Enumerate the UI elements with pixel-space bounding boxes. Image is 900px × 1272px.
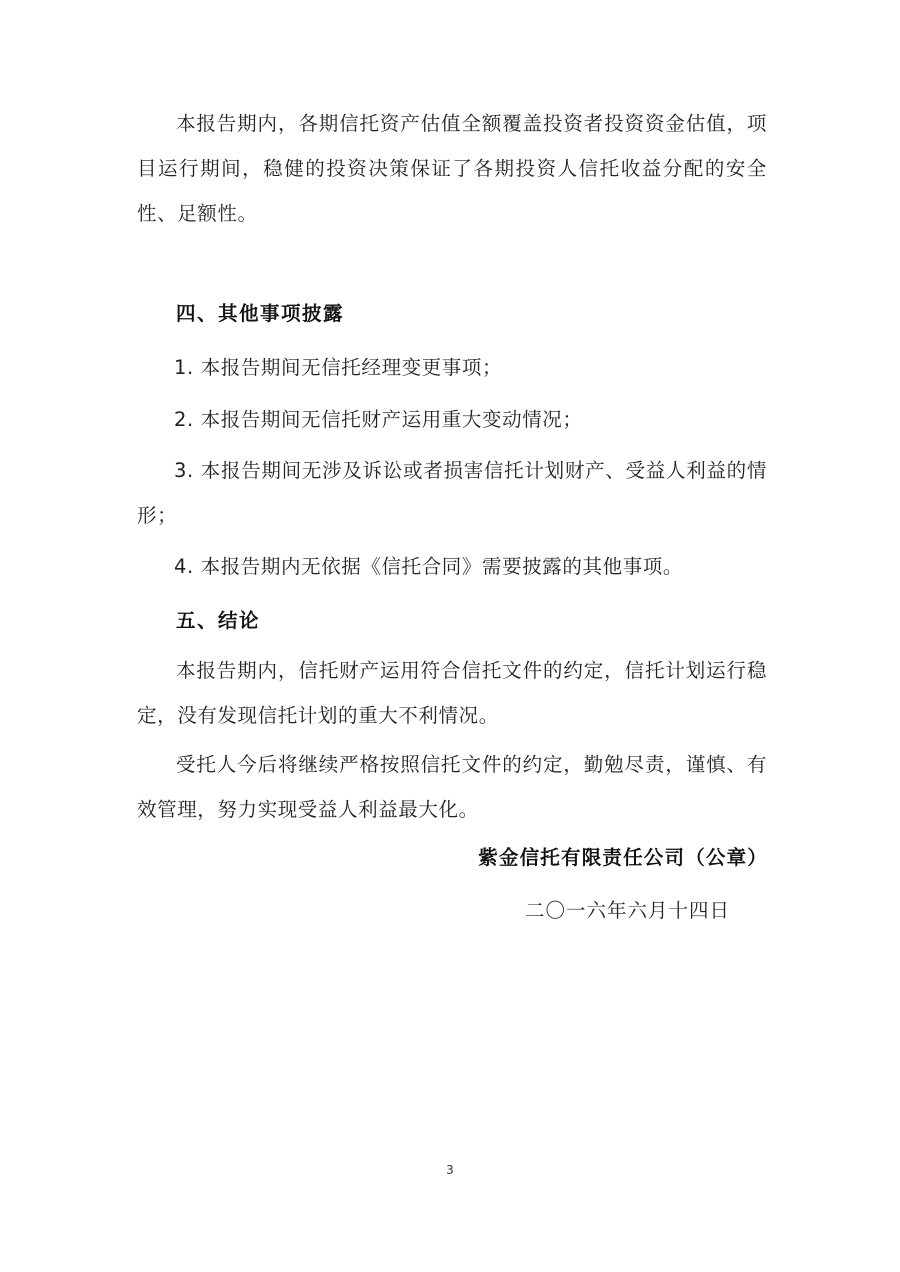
section-five-heading: 五、结论 [176,609,261,632]
conclusion-paragraph-2: 受托人今后将继续严格按照信托文件的约定，勤勉尽责，谨慎、有效管理，努力实现受益人利益最大化。 [137,753,767,821]
company-signature: 紫金信托有限责任公司（公章） [478,846,768,869]
signature-date: 二〇一六年六月十四日 [525,899,731,922]
disclosure-item-2: 2. 本报告期间无信托财产运用重大变动情况； [174,408,583,431]
disclosure-item-4: 4. 本报告期内无依据《信托合同》需要披露的其他事项。 [174,555,684,578]
page-number: 3 [446,1163,454,1177]
intro-paragraph: 本报告期内，各期信托资产估值全额覆盖投资者投资资金估值，项目运行期间，稳健的投资决策保证了各期投资人信托收益分配的安全性、足额性。 [137,112,767,225]
section-four-heading: 四、其他事项披露 [176,302,345,325]
disclosure-item-3: 3. 本报告期间无涉及诉讼或者损害信托计划财产、受益人利益的情形； [137,459,767,527]
disclosure-item-1: 1. 本报告期间无信托经理变更事项； [174,356,503,379]
conclusion-paragraph-1: 本报告期内，信托财产运用符合信托文件的约定，信托计划运行稳定，没有发现信托计划的重大不利情况。 [137,659,767,727]
